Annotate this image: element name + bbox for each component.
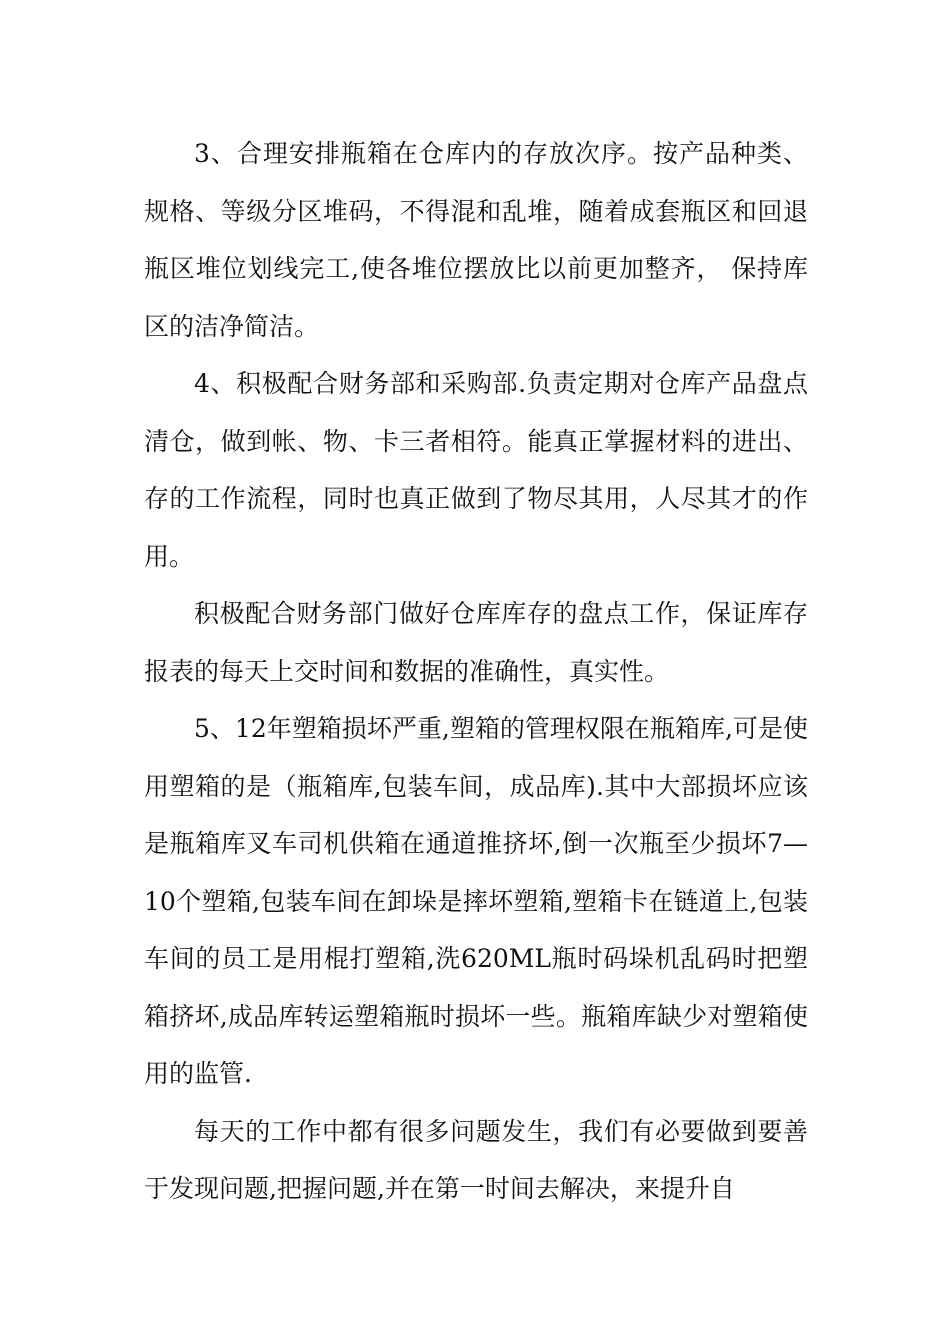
paragraph-item-5: 5、12年塑箱损坏严重,塑箱的管理权限在瓶箱库,可是使用塑箱的是（瓶箱库,包装车间，成品库).其中大部损坏应该是瓶箱库叉车司机供箱在通道推挤坏,倒一次瓶至少损坏7—10个塑箱,包装车间在卸垛是摔坏塑箱,塑箱卡在链道上,包装车间的员工是用棍打塑箱,洗620ML瓶时码垛机乱码时把塑箱挤坏,成品库转运塑箱瓶时损坏一些。瓶箱库缺少对塑箱使用的监管. [144, 714, 808, 1088]
paragraph-daily-problems: 每天的工作中都有很多问题发生，我们有必要做到要善于发现问题,把握问题,并在第一时间去解决，来提升自 [144, 1116, 808, 1203]
paragraph-item-3: 3、合理安排瓶箱在仓库内的存放次序。按产品种类、规格、等级分区堆码，不得混和乱堆，随着成套瓶区和回退瓶区堆位划线完工,使各堆位摆放比以前更加整齐， 保持库区的洁净简洁。 [144, 139, 808, 341]
document-body [144, 125, 808, 1218]
paragraph-inventory-check: 积极配合财务部门做好仓库库存的盘点工作，保证库存报表的每天上交时间和数据的准确性，真实性。 [144, 599, 808, 686]
paragraph-item-4: 4、积极配合财务部和采购部.负责定期对仓库产品盘点清仓，做到帐、物、卡三者相符。能真正掌握材料的进出、存的工作流程，同时也真正做到了物尽其用，人尽其才的作用。 [144, 369, 808, 571]
